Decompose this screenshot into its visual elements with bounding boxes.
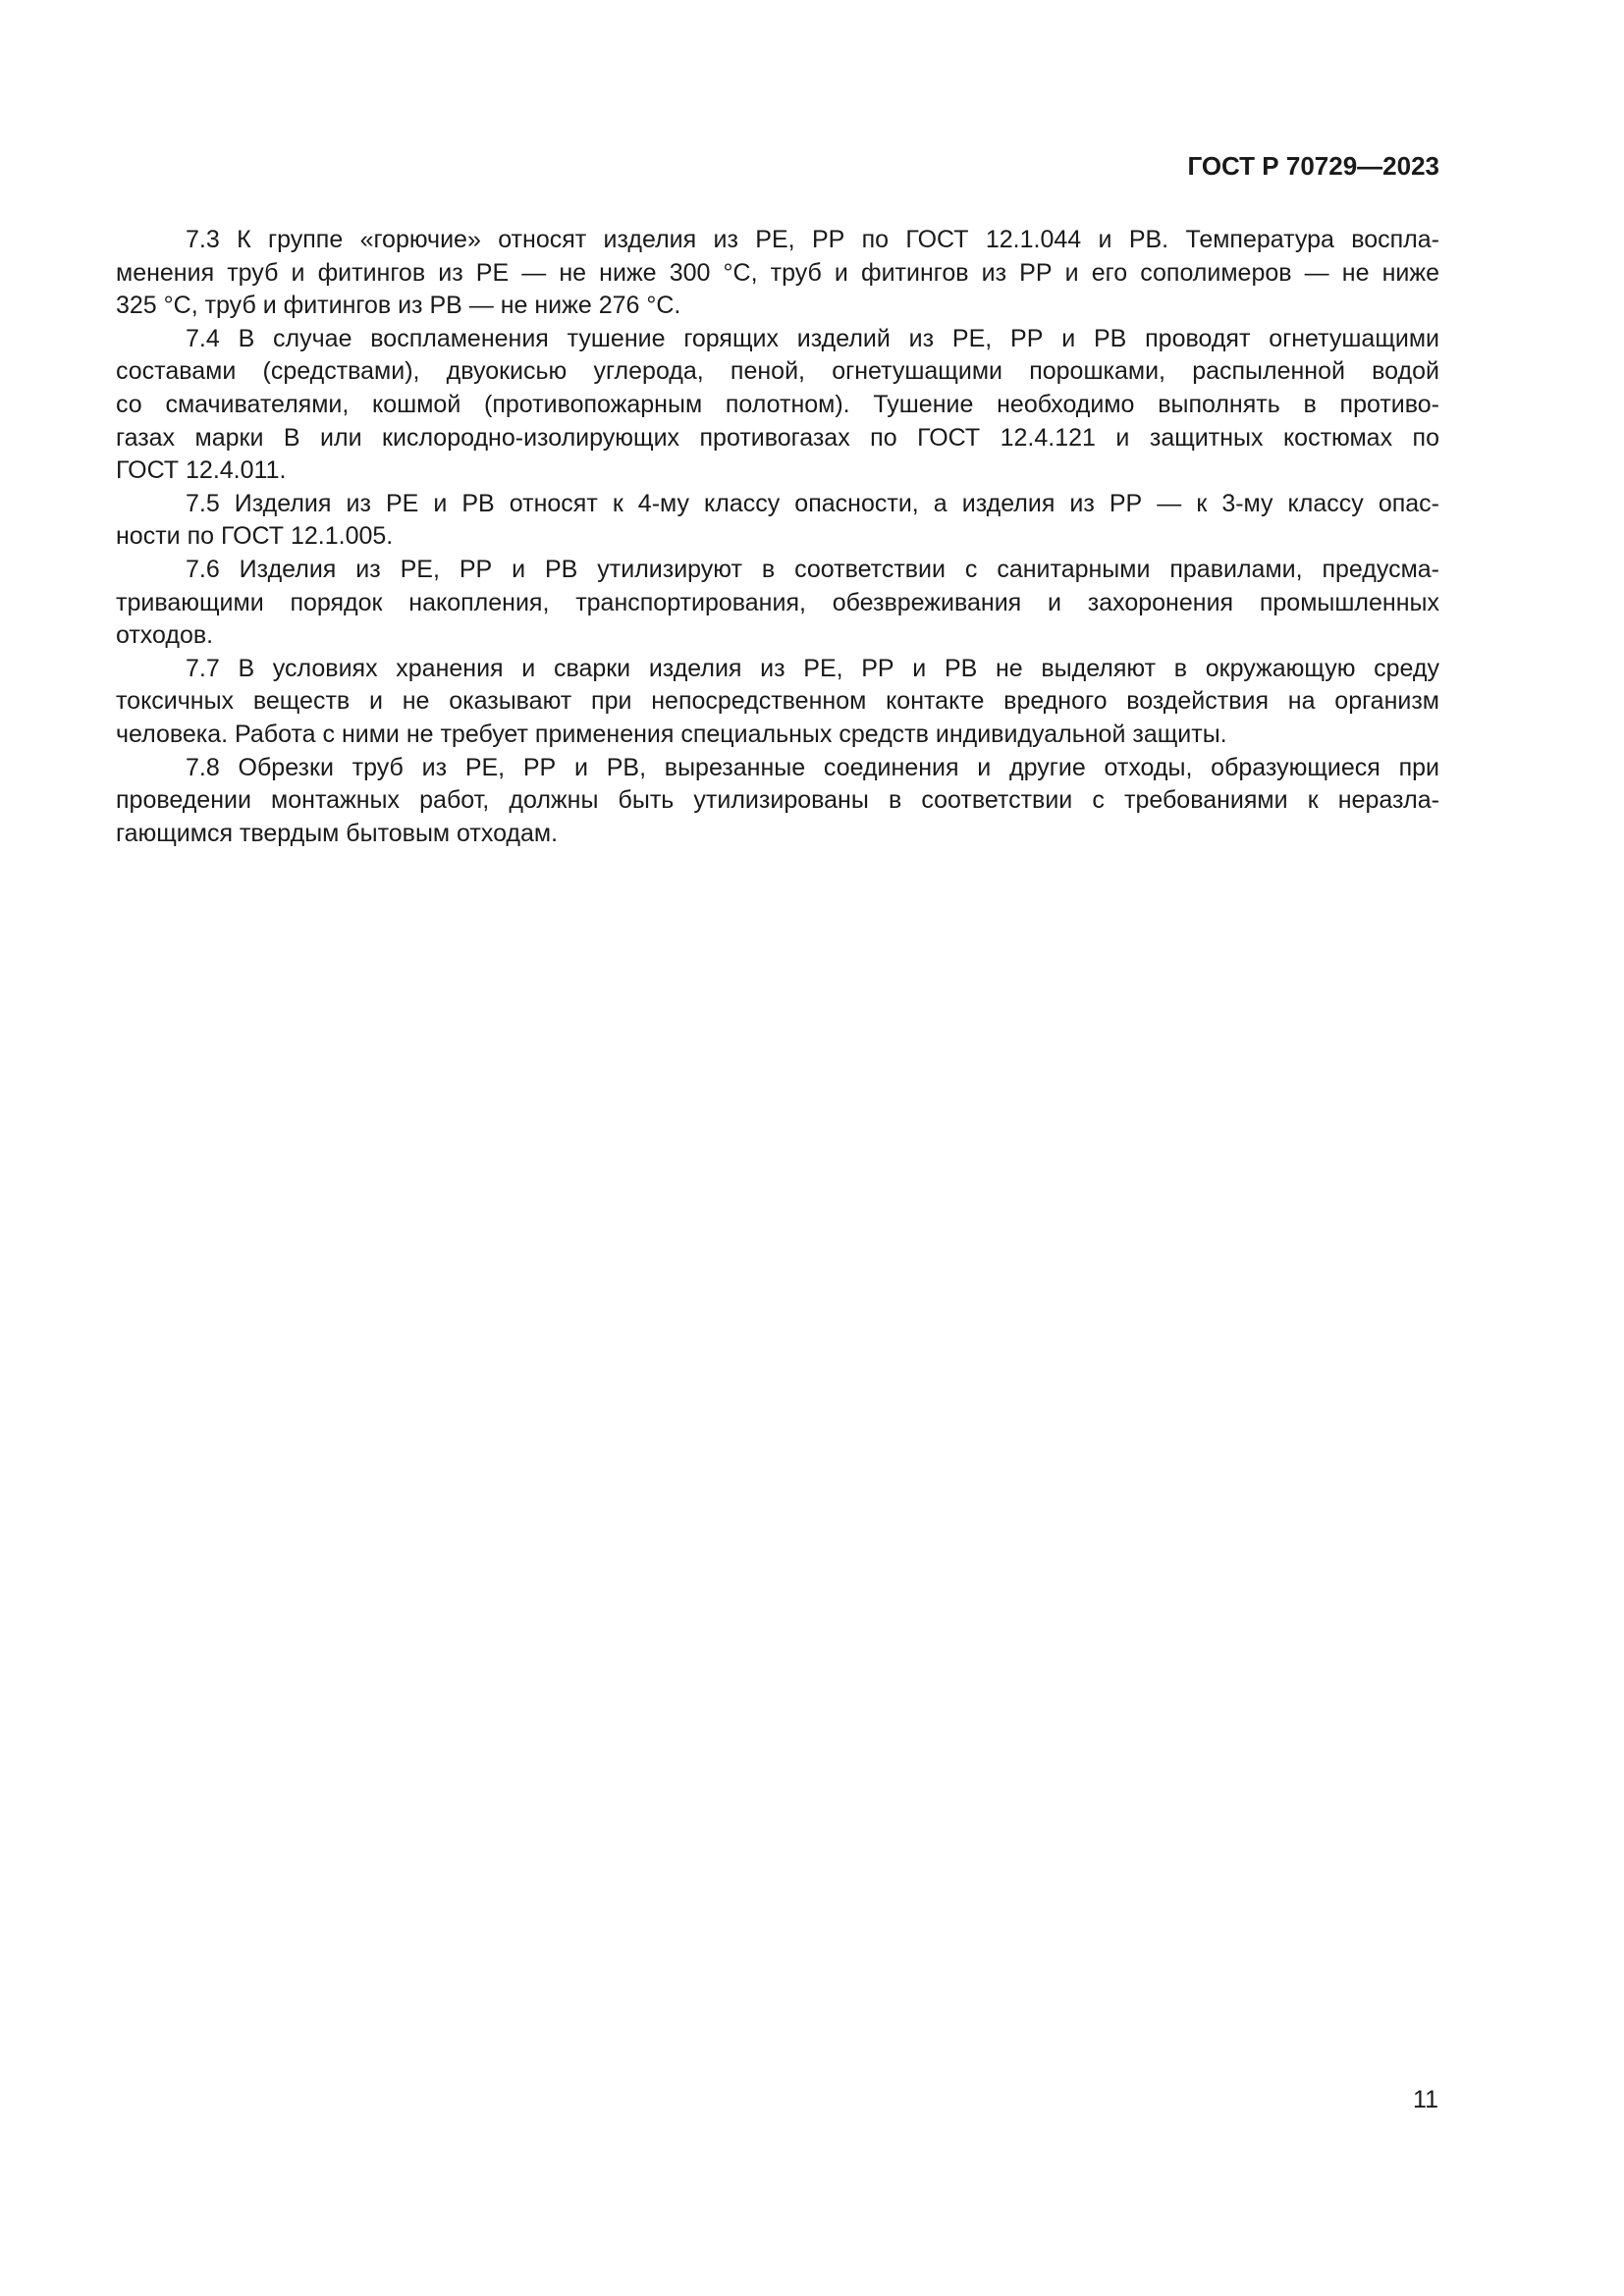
paragraph-line: человека. Работа с ними не требует применения специальных средств индивидуальной защиты. — [116, 720, 1227, 748]
paragraph-line: гающимся твердым бытовым отходам. — [116, 819, 559, 847]
paragraph-line: со смачивателями, кошмой (противопожарным полотном). Тушение необходимо выполнять в противо- — [116, 390, 1439, 418]
paragraph-line: проведении монтажных работ, должны быть утилизированы в соответствии с требованиями к неразла- — [116, 786, 1439, 815]
paragraph-line: составами (средствами), двуокисью углерода, пеной, огнетушащими порошками, распыленной водой — [116, 357, 1439, 386]
paragraph-line: 7.4 В случае воспламенения тушение горящих изделий из РЕ, РР и РВ проводят огнетушащими — [186, 324, 1439, 352]
paragraph-line: 325 °С, труб и фитингов из РВ — не ниже 276 °С. — [116, 292, 681, 320]
paragraph-line: 7.7 В условиях хранения и сварки изделия из РЕ, РР и РВ не выделяют в окружающую среду — [186, 654, 1439, 682]
paragraph-7-4 — [116, 323, 1439, 488]
paragraph-7-3 — [116, 224, 1439, 323]
paragraph-line: 7.3 К группе «горючие» относят изделия из РЕ, РР по ГОСТ 12.1.044 и РВ. Температура воспла- — [186, 226, 1439, 253]
paragraph-7-5 — [116, 488, 1439, 554]
paragraph-line: ГОСТ 12.4.011. — [116, 456, 287, 485]
standard-code-header: ГОСТ Р 70729—2023 — [1187, 151, 1439, 181]
paragraph-line: токсичных веществ и не оказывают при непосредственном контакте вредного воздействия на организм — [116, 687, 1439, 716]
document-body — [116, 224, 1439, 850]
page-number: 11 — [1413, 2086, 1438, 2113]
paragraph-7-7 — [116, 653, 1439, 752]
paragraph-line: 7.8 Обрезки труб из РЕ, РР и РВ, вырезанные соединения и другие отходы, образующиеся при — [186, 753, 1439, 781]
paragraph-line: 7.6 Изделия из РЕ, РР и РВ утилизируют в соответствии с санитарными правилами, предусма- — [186, 555, 1439, 583]
paragraph-7-6 — [116, 554, 1439, 653]
paragraph-line: газах марки В или кислородно-изолирующих противогазах по ГОСТ 12.4.121 и защитных костюмах по — [116, 423, 1439, 452]
paragraph-7-8 — [116, 752, 1439, 851]
paragraph-line: ности по ГОСТ 12.1.005. — [116, 522, 394, 551]
paragraph-line: 7.5 Изделия из РЕ и РВ относят к 4-му классу опасности, а изделия из РР — к 3-му классу опас- — [186, 489, 1439, 517]
paragraph-line: отходов. — [116, 621, 214, 650]
paragraph-line: менения труб и фитингов из РЕ — не ниже 300 °С, труб и фитингов из РР и его сополимеров — не ниже — [116, 258, 1439, 287]
paragraph-line: тривающими порядок накопления, транспортирования, обезвреживания и захоронения промышленных — [116, 588, 1439, 616]
